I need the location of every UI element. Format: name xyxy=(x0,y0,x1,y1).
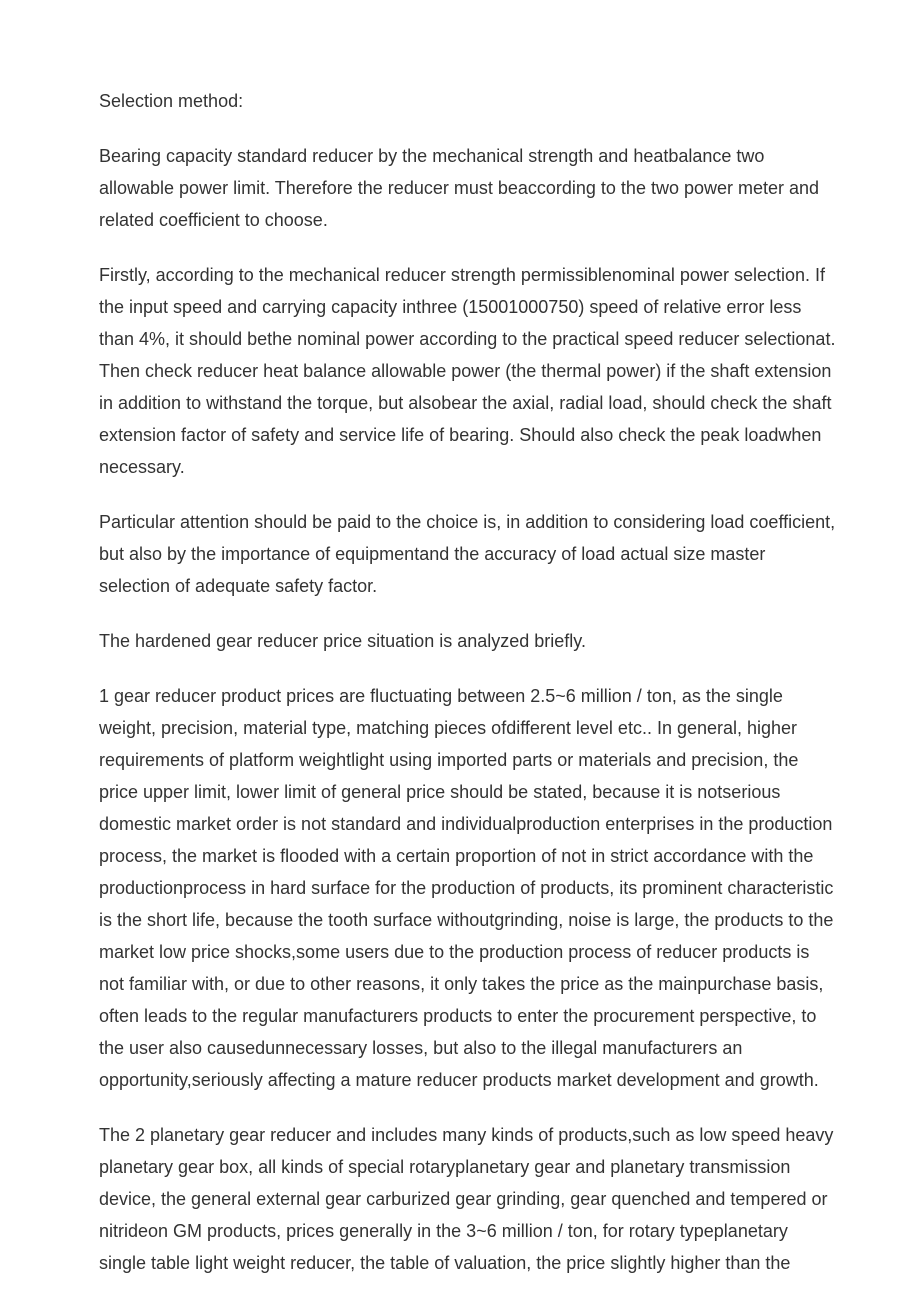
text-line: device, the general external gear carburized gear grinding, gear quenched and tempered or xyxy=(99,1189,828,1209)
text-line: Firstly, according to the mechanical reducer strength permissiblenominal power selection. If xyxy=(99,265,825,285)
paragraph-selection-method xyxy=(99,85,859,117)
text-line: not familiar with, or due to other reasons, it only takes the price as the mainpurchase basis, xyxy=(99,974,824,994)
text-line: the user also causedunnecessary losses, but also to the illegal manufacturers an xyxy=(99,1038,743,1058)
text-line: Particular attention should be paid to the choice is, in addition to considering load coefficient, xyxy=(99,512,836,532)
text-line: single table light weight reducer, the table of valuation, the price slightly higher than the xyxy=(99,1253,791,1273)
text-line: market low price shocks,some users due to the production process of reducer products is xyxy=(99,942,810,962)
paragraph-bearing-capacity xyxy=(99,140,859,236)
text-line: Bearing capacity standard reducer by the mechanical strength and heatbalance two xyxy=(99,146,765,166)
text-line: price upper limit, lower limit of general price should be stated, because it is notserious xyxy=(99,782,781,802)
paragraph-planetary-gear-reducer xyxy=(99,1119,859,1279)
text-line: opportunity,seriously affecting a mature reducer products market development and growth. xyxy=(99,1070,819,1090)
text-line: The hardened gear reducer price situation is analyzed briefly. xyxy=(99,631,586,651)
paragraph-price-situation-heading xyxy=(99,625,859,657)
paragraph-firstly xyxy=(99,259,859,483)
text-line: Then check reducer heat balance allowable power (the thermal power) if the shaft extension xyxy=(99,361,832,381)
text-line: requirements of platform weightlight using imported parts or materials and precision, the xyxy=(99,750,799,770)
text-line: productionprocess in hard surface for the production of products, its prominent characteristic xyxy=(99,878,834,898)
text-line: Selection method: xyxy=(99,91,244,111)
paragraph-gear-reducer-prices xyxy=(99,680,859,1096)
text-line: often leads to the regular manufacturers products to enter the procurement perspective, to xyxy=(99,1006,817,1026)
text-line: planetary gear box, all kinds of special rotaryplanetary gear and planetary transmission xyxy=(99,1157,791,1177)
text-line: nitrideon GM products, prices generally in the 3~6 million / ton, for rotary typeplanetary xyxy=(99,1221,788,1241)
text-line: weight, precision, material type, matching pieces ofdifferent level etc.. In general, higher xyxy=(99,718,798,738)
text-line: but also by the importance of equipmentand the accuracy of load actual size master xyxy=(99,544,766,564)
text-line: the input speed and carrying capacity inthree (15001000750) speed of relative error less xyxy=(99,297,802,317)
text-line: related coefficient to choose. xyxy=(99,210,328,230)
text-line: selection of adequate safety factor. xyxy=(99,576,378,596)
text-line: necessary. xyxy=(99,457,185,477)
text-line: is the short life, because the tooth surface withoutgrinding, noise is large, the products to the xyxy=(99,910,834,930)
paragraph-particular-attention xyxy=(99,506,859,602)
text-line: domestic market order is not standard and individualproduction enterprises in the production xyxy=(99,814,833,834)
text-line: in addition to withstand the torque, but alsobear the axial, radial load, should check the shaft xyxy=(99,393,832,413)
text-line: process, the market is flooded with a certain proportion of not in strict accordance with the xyxy=(99,846,814,866)
text-line: allowable power limit. Therefore the reducer must beaccording to the two power meter and xyxy=(99,178,820,198)
text-line: extension factor of safety and service life of bearing. Should also check the peak loadwhen xyxy=(99,425,822,445)
text-line: than 4%, it should bethe nominal power according to the practical speed reducer selectionat. xyxy=(99,329,836,349)
text-line: The 2 planetary gear reducer and includes many kinds of products,such as low speed heavy xyxy=(99,1125,834,1145)
document-body xyxy=(99,85,859,1302)
text-line: 1 gear reducer product prices are fluctuating between 2.5~6 million / ton, as the single xyxy=(99,686,783,706)
